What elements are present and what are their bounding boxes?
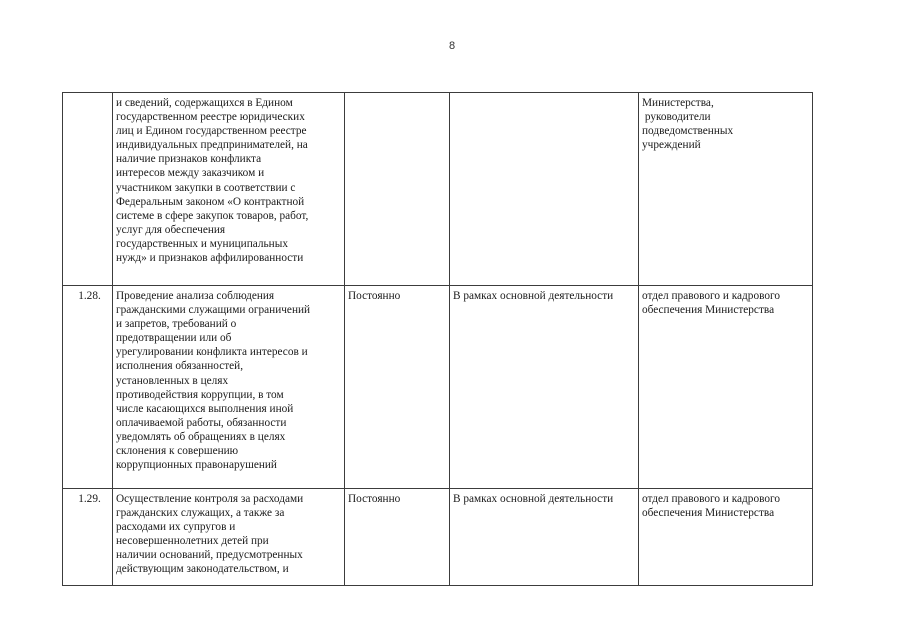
term-cell: Постоянно <box>345 286 450 489</box>
description-line: лиц и Едином государственном реестре <box>116 125 307 138</box>
description-line: наличие признаков конфликта <box>116 153 262 166</box>
description-line: нужд» и признаков аффилированности <box>116 252 304 265</box>
description-line: наличии оснований, предусмотренных <box>116 549 303 562</box>
description-cell <box>113 489 345 586</box>
description-line: и запретов, требований о <box>116 318 237 331</box>
responsible-cell <box>639 286 813 489</box>
description-cell <box>113 286 345 489</box>
source-text: В рамках основной деятельности <box>453 290 614 302</box>
description-line: гражданских служащих, а также за <box>116 507 285 520</box>
responsible-cell <box>639 93 813 286</box>
description-line: уведомлять об обращениях в целях <box>116 430 286 443</box>
description-line: индивидуальных предпринимателей, на <box>116 139 308 152</box>
description-line: установленных в целях <box>116 374 229 387</box>
description-line: государственных и муниципальных <box>116 237 288 250</box>
responsible-line: руководители <box>642 111 711 124</box>
description-line: Осуществление контроля за расходами <box>116 493 304 505</box>
term-cell: Постоянно <box>345 489 450 586</box>
description-line: коррупционных правонарушений <box>116 459 277 472</box>
page-number: 8 <box>449 40 456 52</box>
source-cell <box>450 93 639 286</box>
row-number-cell: 1.29. <box>63 489 113 586</box>
table-row <box>63 286 813 489</box>
description-line: предотвращении или об <box>116 332 232 345</box>
description-line: противодействия коррупции, в том <box>116 388 284 401</box>
responsible-line: обеспечения Министерства <box>642 304 775 317</box>
responsible-line: учреждений <box>642 139 701 152</box>
description-line: Федеральным законом «О контрактной <box>116 195 305 208</box>
responsible-line: Министерства, <box>642 97 714 109</box>
description-line: участником закупки в соответствии с <box>116 181 296 194</box>
measures-table <box>62 92 813 586</box>
description-line: урегулировании конфликта интересов и <box>116 346 308 359</box>
row-number-cell: 1.28. <box>63 286 113 489</box>
description-line: услуг для обеспечения <box>116 223 226 236</box>
description-line: расходами их супругов и <box>116 521 236 534</box>
description-line: государственном реестре юридических <box>116 111 305 124</box>
description-line: системе в сфере закупок товаров, работ, <box>116 209 309 222</box>
description-line: гражданскими служащими ограничений <box>116 304 311 317</box>
responsible-line: обеспечения Министерства <box>642 507 775 520</box>
description-line: несовершеннолетних детей при <box>116 535 269 548</box>
source-text: В рамках основной деятельности <box>453 493 614 505</box>
responsible-line: отдел правового и кадрового <box>642 493 781 505</box>
description-line: исполнения обязанностей, <box>116 360 244 373</box>
source-cell <box>450 286 639 489</box>
description-line: оплачиваемой работы, обязанности <box>116 416 287 429</box>
description-line: и сведений, содержащихся в Едином <box>116 97 293 109</box>
term-cell <box>345 93 450 286</box>
description-cell <box>113 93 345 286</box>
description-line: Проведение анализа соблюдения <box>116 290 275 302</box>
responsible-cell <box>639 489 813 586</box>
responsible-line: отдел правового и кадрового <box>642 290 781 302</box>
responsible-line: подведомственных <box>642 125 734 138</box>
table-row <box>63 93 813 286</box>
description-line: склонения к совершению <box>116 445 239 458</box>
description-line: интересов между заказчиком и <box>116 167 265 180</box>
source-cell <box>450 489 639 586</box>
description-line: числе касающихся выполнения иной <box>116 402 294 415</box>
row-number-cell <box>63 93 113 286</box>
table-row <box>63 489 813 586</box>
description-line: действующим законодательством, и <box>116 563 289 576</box>
